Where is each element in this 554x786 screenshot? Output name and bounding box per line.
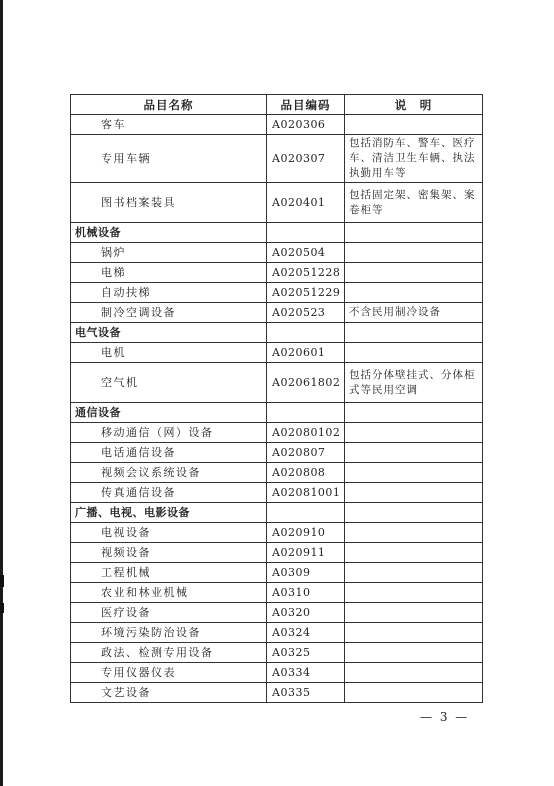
item-name: 电机 — [71, 343, 267, 363]
item-code: A020306 — [267, 115, 345, 135]
item-code: A02080102 — [267, 423, 345, 443]
item-code: A02061802 — [267, 363, 345, 403]
item-code: A0325 — [267, 643, 345, 663]
table-row — [71, 283, 483, 303]
page-left-edge — [0, 0, 3, 786]
item-name: 视频设备 — [71, 543, 267, 563]
category-code-cell — [267, 323, 345, 343]
category-name: 机械设备 — [71, 223, 267, 243]
item-name: 文艺设备 — [71, 683, 267, 703]
table-body — [71, 115, 483, 703]
item-name: 电梯 — [71, 263, 267, 283]
item-code: A020307 — [267, 135, 345, 183]
header-description: 说 明 — [345, 95, 483, 115]
page-number: — 3 — — [420, 710, 470, 724]
category-note-cell — [345, 503, 483, 523]
table-row — [71, 303, 483, 323]
item-name: 电话通信设备 — [71, 443, 267, 463]
item-code: A02051228 — [267, 263, 345, 283]
table-row — [71, 643, 483, 663]
item-note — [345, 523, 483, 543]
table-header-row — [71, 95, 483, 115]
table-row — [71, 583, 483, 603]
table-row — [71, 463, 483, 483]
table-row — [71, 523, 483, 543]
category-name: 电气设备 — [71, 323, 267, 343]
category-row — [71, 323, 483, 343]
item-code: A0324 — [267, 623, 345, 643]
item-note — [345, 283, 483, 303]
table-row — [71, 623, 483, 643]
item-note: 包括消防车、警车、医疗车、清洁卫生车辆、执法执勤用车等 — [345, 135, 483, 183]
item-code: A0335 — [267, 683, 345, 703]
item-name: 空气机 — [71, 363, 267, 403]
item-note — [345, 263, 483, 283]
table-row — [71, 135, 483, 183]
item-note — [345, 443, 483, 463]
item-note — [345, 483, 483, 503]
category-code-cell — [267, 503, 345, 523]
category-row — [71, 503, 483, 523]
table-row — [71, 115, 483, 135]
edge-mark — [0, 603, 4, 613]
category-row — [71, 403, 483, 423]
table-row — [71, 263, 483, 283]
category-row — [71, 223, 483, 243]
item-name: 客车 — [71, 115, 267, 135]
item-note: 包括分体壁挂式、分体柜式等民用空调 — [345, 363, 483, 403]
item-code: A020910 — [267, 523, 345, 543]
item-name: 制冷空调设备 — [71, 303, 267, 323]
category-name: 通信设备 — [71, 403, 267, 423]
item-code: A020504 — [267, 243, 345, 263]
item-note: 包括固定架、密集架、案卷柜等 — [345, 183, 483, 223]
category-note-cell — [345, 323, 483, 343]
item-note — [345, 603, 483, 623]
table-row — [71, 343, 483, 363]
table-row — [71, 663, 483, 683]
category-note-cell — [345, 403, 483, 423]
item-name: 专用仪器仪表 — [71, 663, 267, 683]
item-name: 专用车辆 — [71, 135, 267, 183]
table-row — [71, 483, 483, 503]
item-code: A020601 — [267, 343, 345, 363]
item-note: 不含民用制冷设备 — [345, 303, 483, 323]
table-row — [71, 443, 483, 463]
item-note — [345, 543, 483, 563]
category-code-cell — [267, 403, 345, 423]
item-name: 医疗设备 — [71, 603, 267, 623]
table-row — [71, 543, 483, 563]
item-code: A020523 — [267, 303, 345, 323]
header-item-code: 品目编码 — [267, 95, 345, 115]
category-note-cell — [345, 223, 483, 243]
item-code: A020807 — [267, 443, 345, 463]
item-note — [345, 683, 483, 703]
table-row — [71, 423, 483, 443]
item-name: 移动通信（网）设备 — [71, 423, 267, 443]
item-name: 环境污染防治设备 — [71, 623, 267, 643]
table-row — [71, 243, 483, 263]
item-name: 农业和林业机械 — [71, 583, 267, 603]
item-name: 工程机械 — [71, 563, 267, 583]
table-row — [71, 563, 483, 583]
item-note — [345, 623, 483, 643]
item-note — [345, 583, 483, 603]
item-code: A0310 — [267, 583, 345, 603]
item-note — [345, 423, 483, 443]
table-row — [71, 603, 483, 623]
item-note — [345, 243, 483, 263]
edge-mark — [0, 575, 4, 587]
item-note — [345, 563, 483, 583]
item-name: 电视设备 — [71, 523, 267, 543]
item-code: A0309 — [267, 563, 345, 583]
table-row — [71, 363, 483, 403]
item-code: A020911 — [267, 543, 345, 563]
item-code: A02051229 — [267, 283, 345, 303]
item-code: A020808 — [267, 463, 345, 483]
item-name: 传真通信设备 — [71, 483, 267, 503]
table-row — [71, 183, 483, 223]
item-note — [345, 115, 483, 135]
item-note — [345, 663, 483, 683]
item-note — [345, 463, 483, 483]
item-name: 锅炉 — [71, 243, 267, 263]
header-item-name: 品目名称 — [71, 95, 267, 115]
item-note — [345, 643, 483, 663]
item-name: 政法、检测专用设备 — [71, 643, 267, 663]
item-name: 自动扶梯 — [71, 283, 267, 303]
table-row — [71, 683, 483, 703]
item-code: A020401 — [267, 183, 345, 223]
item-name: 视频会议系统设备 — [71, 463, 267, 483]
category-code-cell — [267, 223, 345, 243]
item-code: A0334 — [267, 663, 345, 683]
catalog-table — [70, 94, 483, 703]
item-code: A02081001 — [267, 483, 345, 503]
item-note — [345, 343, 483, 363]
item-code: A0320 — [267, 603, 345, 623]
category-name: 广播、电视、电影设备 — [71, 503, 267, 523]
item-name: 图书档案装具 — [71, 183, 267, 223]
